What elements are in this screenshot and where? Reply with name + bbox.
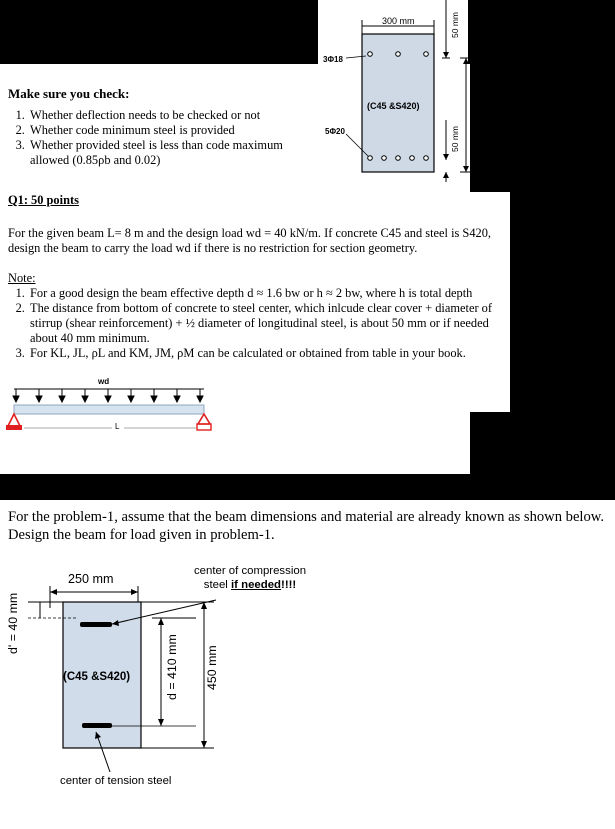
note-title: Note:	[8, 271, 36, 285]
top-bars-label: 3Φ18	[323, 55, 343, 64]
pin-support	[8, 414, 20, 426]
bottom-bars-label: 5Φ20	[325, 127, 345, 136]
top-cover-bottom-label: 50 mm	[450, 126, 460, 152]
top-material-label: (C45 &S420)	[367, 101, 420, 111]
compression-note-line1: center of compression	[193, 565, 307, 577]
tension-note: center of tension steel	[60, 775, 172, 787]
d-label: d = 410 mm	[165, 634, 179, 700]
bottom-bar	[396, 156, 401, 161]
note-item: 3. For KL, JL, ρL and KM, JM, ρM can be calculated or obtained from table in your book.	[28, 346, 504, 361]
top-bar	[396, 52, 401, 57]
note-item: 2. The distance from bottom of concrete to steel center, which inlcude clear cover + diameter of stirrup (shear reinforcement) + ½ diameter of longitudinal steel, is about 50 mm or if needed about 40 mm minimum.	[28, 301, 504, 346]
dprime-label: d' = 40 mm	[6, 592, 20, 654]
roller-support	[198, 414, 210, 424]
top-bar	[368, 52, 373, 57]
top-bar	[424, 52, 429, 57]
bottom-width-label: 250 mm	[68, 572, 114, 586]
bottom-bar	[410, 156, 415, 161]
bottom-bar	[368, 156, 373, 161]
tension-steel-bar	[82, 723, 112, 728]
problem2-text: For the problem-1, assume that the beam dimensions and material are already known as shown below. Design the beam for load given in problem-1.	[8, 509, 605, 543]
checklist-title: Make sure you check:	[8, 86, 130, 101]
span-label: L	[115, 422, 120, 431]
checklist-item: 1. Whether deflection needs to be checked or not	[28, 108, 298, 123]
top-height-label: 400 mm	[470, 91, 480, 122]
beam-body	[14, 405, 204, 414]
note-list	[8, 286, 504, 361]
compression-note	[188, 564, 312, 592]
question-text: For the given beam L= 8 m and the design load wd = 40 kN/m. If concrete C45 and steel is S420, design the beam to carry the load wd if there is no restriction for section geometry.	[8, 226, 492, 255]
compression-note-line2: steel if needed!!!!	[203, 579, 297, 591]
checklist-item: 2. Whether code minimum steel is provided	[28, 123, 298, 138]
load-label: wd	[98, 377, 110, 386]
note-item: 1. For a good design the beam effective depth d ≈ 1.6 bw or h ≈ 2 bw, where h is total depth	[28, 286, 504, 301]
bottom-bar	[424, 156, 429, 161]
bottom-bar	[382, 156, 387, 161]
bottom-material-label: (C45 &S420)	[63, 671, 131, 683]
question-title: Q1: 50 points	[8, 193, 79, 207]
top-width-label: 300 mm	[382, 16, 415, 26]
checklist	[8, 108, 298, 168]
checklist-item: 3. Whether provided steel is less than code maximum allowed (0.85ρb and 0.02)	[28, 138, 298, 168]
compression-steel-bar	[80, 622, 112, 627]
bottom-cross-section-figure	[0, 560, 260, 775]
top-cover-top-label: 50 mm	[450, 12, 460, 38]
h-label: 450 mm	[205, 645, 219, 690]
